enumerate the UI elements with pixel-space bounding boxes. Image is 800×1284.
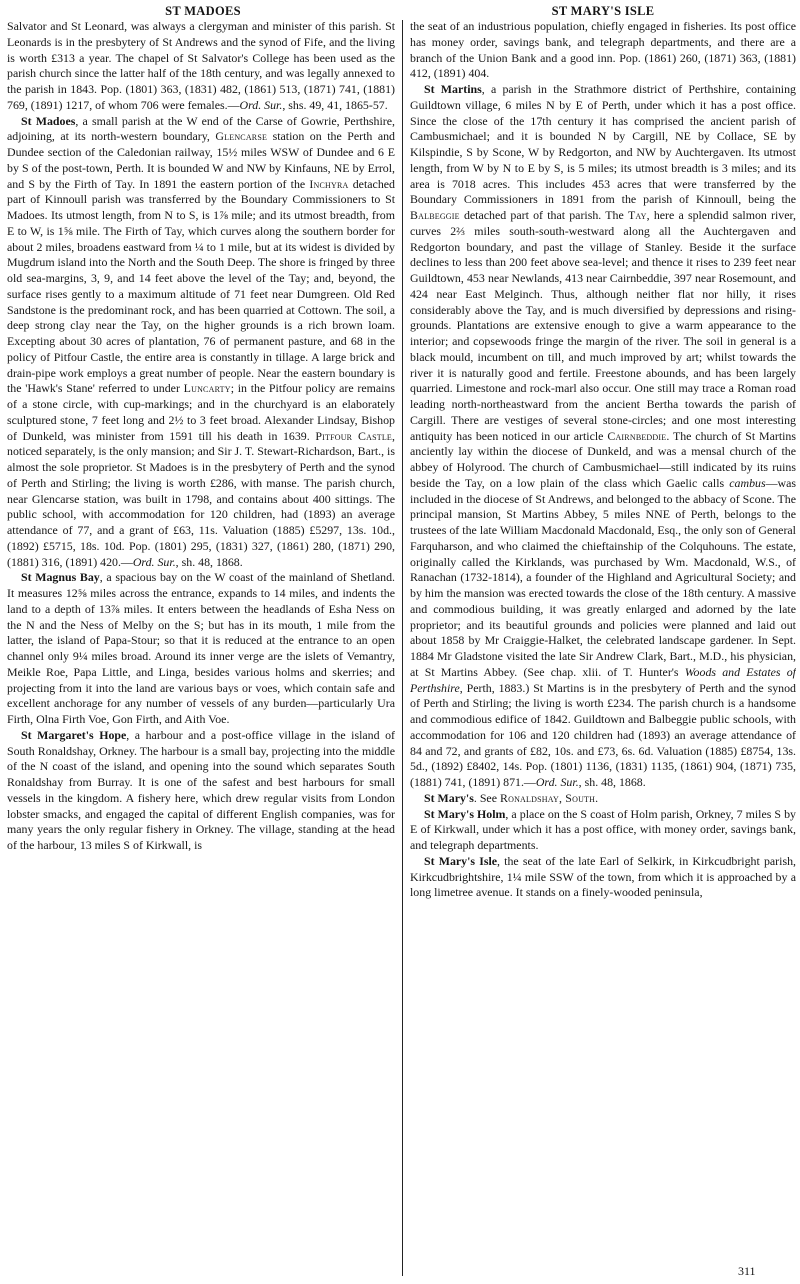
running-header-right: ST MARY'S ISLE bbox=[551, 4, 655, 18]
entry-st-margarets-hope-continuation bbox=[410, 19, 796, 82]
entry-text: , here a splendid salmon river, curves 2⅔ miles south-south-westward along all the Auchtergaven and Redgorton boundary, and past the village of Stanley. Beside it the surface declines to less than 200 feet above sea-level; and thence it rises to 239 feet near Guildtown, 453 near Newlands, 413 near Cairnbeddie, 397 near Rosemount, and 424 near East Melginch. Thus, although neither flat nor hilly, it rises considerably above the Tay, and is much diversified by depressions and rising-grounds. Plantations are extensive enough to give a warm appearance to the interior; and copsewoods fringe the margin of the river. The soil in general is a black mould, incumbent on till, and much improved by art; whilst towards the river it is naturally good and fertile. Freestone abounds, and has been largely quarried. Limestone and rock-marl also occur. One still may trace a Roman road leading north-northeastward from the ancient Bertha towards the parish of Cargill. There are vestiges of several stone-circles; and one most interesting antiquity has been noticed in our article bbox=[410, 208, 796, 443]
entry-st-marys bbox=[410, 791, 796, 807]
entry-text: —was included in the diocese of St Andrews, and belonged to the abbacy of Scone. The principal mansion, St Martins Abbey, 5 miles NNE of Perth, belongs to the trustees of the late William Macdonald Macdonald, Esq., the only son of General Farquharson, and who claimed the chieftainship of the Colquhouns. The estate, originally called the Kirklands, was purchased by Wm. Macdonald, W.S., of Ranachan (1732-1814), a founder of the Highland and Agricultural Society; and by him the mansion was erected towards the close of the 18th century. A massive and commodious building, it was greatly enlarged and adorned by the late proprietor; and its beautiful grounds and policies were planned and laid out about 1858 by Mr Craiggie-Halket, the celebrated landscape gardener. In Sept. 1884 Mr Gladstone visited the late Sir Andrew Clark, Bart., M.D., his physician, at St Martins Abbey. (See chap. xlii. of T. Hunter's bbox=[410, 475, 796, 679]
entry-st-martins bbox=[410, 82, 796, 791]
entry-text: ; in the Pitfour policy are remains of a stone circle, with cup-markings; and in the churchyard is an elaborately sculptured stone, 7 feet long and 2½ to 3 feet broad. Alexander Lindsay, Bishop of Dunkeld, was minister from 1591 till his death in 1639. bbox=[7, 381, 395, 443]
italic-term: cambus bbox=[729, 475, 766, 490]
entry-text: detached part of Kinnoull parish was transferred by the Boundary Commissioners to St Madoes. Its utmost length, from N to S, is 1⅞ mile; and its utmost breadth, from E to W, is 1⅝ mile. The Firth of Tay, which curves along the southern border for about 2 miles, broadens eastward from ¼ to 1 mile, but at its widest is divided by Mugdrum island into the North and the South Deep. The shore is fringed by three old sea-margins, 3, 9, and 14 feet above the level of the Tay; and, beyond, the surface rises gently to a maximum altitude of 71 feet near Dumgreen. Old Red Sandstone is the predominant rock, and has been quarried at Cottown. The soil, a deep strong clay near the Tay, on the higher grounds is a rich brown loam. Excepting about 30 acres of plantation, 76 of permanent pasture, and 68 in the policy of Pitfour Castle, the entire area is constantly in tillage. A large brick and drain-pipe work employs a great number of people. Near the eastern boundary is the 'Hawk's Stane' referred to under bbox=[7, 176, 395, 396]
entry-st-madoes bbox=[7, 114, 395, 571]
entry-st-magnus-bay bbox=[7, 570, 395, 728]
entry-text: , a parish in the Strathmore district of Perthshire, containing Guildtown village, 6 miles N by E of Perth, under which it has a post office. Since the close of the 17th century it has comprised the ancient parish of Cambusmichael; and it is bounded N by Cargill, NE by Collace, SE by Kilspindie, S by Scone, W by Redgorton, and NW by Auchtergaven. Its utmost length, from W by N to E by S, is 5 miles; its utmost breadth is 3 miles; and its area is 7018 acres. This includes 453 acres that were transferred by the Boundary Commissioners in 1891 from the parish of Kinnoull, being the bbox=[410, 82, 796, 207]
entry-st-margarets-hope bbox=[7, 728, 395, 854]
entry-text: , a place on the S coast of Holm parish, Orkney, 7 miles S by E of Kirkwall, under which it has a post office, with money order, savings bank, and telegraph departments. bbox=[410, 806, 796, 852]
entry-st-leonards-continuation bbox=[7, 19, 395, 114]
entry-headword: St Magnus Bay bbox=[21, 570, 100, 585]
entry-st-marys-isle bbox=[410, 854, 796, 901]
entry-text: , noticed separately, is the only mansion; and Sir J. T. Stewart-Richardson, Bart., is almost the sole proprietor. St Madoes is in the presbytery of Perth and the synod of Perth and Stirling; the living is worth £286, with manse. The parish church, near Glencarse station, was built in 1798, and contains about 400 sittings. The public school, with accommodation for 120 children, had (1893) an average attendance of 77, and a grant of £63, 11s. Valuation (1885) £5297, 13s. 10d., (1892) £5715, 18s. 10d. Pop. (1801) 295, (1831) 327, (1861) 280, (1871) 290, (1881) 316, (1891) 420.— bbox=[7, 428, 395, 569]
cross-reference: Tay bbox=[627, 208, 647, 222]
entry-text: detached part of that parish. The bbox=[459, 208, 628, 222]
entry-text: , the seat of the late Earl of Selkirk, in Kirkcudbright parish, Kirkcudbrightshire, 1¼ mile SSW of the town, from which it is approached by a long limetree avenue. It stands on a finely-wooded peninsula, bbox=[410, 853, 796, 900]
ordnance-survey-ref: Ord. Sur. bbox=[535, 775, 579, 789]
entry-text: , a spacious bay on the W coast of the mainland of Shetland. It measures 12⅝ miles across the entrance, expands to 14 miles, and indents the land to a depth of 13⅞ miles. It enters between the headlands of Esha Ness on the N and the Ness of Melby on the S; but has in its mouth, 1 mile from the latter, the island of Papa-Stour; so that it is reduced at the entrance to an open channel only 9¼ miles broad. Around its inner verge are the islets of Vemantry, Meikle Roe, Papa Little, and Linga, besides various holms and skerries; and projecting from it into the land are various bays or voes, which contain safe and excellent anchorage for any number of vessels of any burden—particularly Ura Firth, Olna Firth Voe, Gon Firth, and Aith Voe. bbox=[7, 570, 395, 726]
ordnance-survey-ref: Ord. Sur. bbox=[239, 97, 283, 112]
right-column bbox=[410, 19, 796, 1281]
entry-text: , a harbour and a post-office village in the island of South Ronaldshay, Orkney. The harbour is a small bay, projecting into the middle of the N coast of the island, and opening into the sound which separates South Ronaldshay from Burray. It is one of the safest and best harbours for small vessels in the kingdom. A fishery here, which drew regular visits from London lobster smacks, and engaged the capital of different English companies, was for many years the only regular fishery in Orkney. The village, standing at the head of the harbour, 13 miles S of Kirkwall, is bbox=[7, 727, 395, 852]
cross-reference: Glencarse bbox=[215, 129, 268, 144]
running-header-left: ST MADOES bbox=[165, 4, 241, 18]
entry-text: the seat of an industrious population, chiefly engaged in fisheries. Its post office has money order, savings bank, and telegraph departments, and there are a branch of the Union Bank and a good inn. Pop. (1861) 260, (1871) 363, (1881) 412, (1891) 404. bbox=[410, 19, 796, 81]
entry-headword: St Martins bbox=[424, 82, 482, 96]
cross-reference: Ronaldshay, South bbox=[499, 790, 596, 805]
entry-text: . The church of St Martins anciently lay within the diocese of Dunkeld, and was a mensal church of the abbey of Holyrood. The church of Cambusmichael—still indicated by its ruins beside the Tay, on a low plain of the class which Gaelic calls bbox=[410, 428, 796, 490]
cross-reference: Balbeggie bbox=[410, 208, 460, 222]
entry-text: , a small parish at the W end of the Carse of Gowrie, Perthshire, adjoining, at its north-western boundary, bbox=[7, 113, 395, 144]
entry-text: Salvator and St Leonard, was always a clergyman and minister of this parish. St Leonards is in the presbytery of St Andrews and the synod of Fife, and the living is worth £313 a year. The chapel of St Salvator's College has been used as the parish church since the latter half of the 18th century, and was legally annexed to the parish in 1843. Pop. (1801) 363, (1831) 482, (1861) 513, (1871) 741, (1881) 769, (1891) 1217, of whom 706 were females.— bbox=[7, 19, 395, 112]
entry-text: . bbox=[595, 790, 599, 805]
entry-text: , shs. 49, 41, 1865-57. bbox=[282, 97, 388, 112]
entry-headword: St Mary's Holm bbox=[424, 806, 506, 821]
entry-text: station on the Perth and Dundee section of the Caledonian railway, 15½ miles WSW of Dundee and 6 E by S of the post-town, Perth. It is bounded W and NW by Kinfauns, NE by Errol, and S by the Firth of Tay. In 1891 the eastern portion of the bbox=[7, 129, 395, 191]
cross-reference: Luncarty bbox=[183, 381, 231, 396]
entry-headword: St Mary's bbox=[424, 790, 474, 805]
book-title: Woods and Estates of Perthshire bbox=[410, 664, 796, 695]
page-number: 311 bbox=[738, 1264, 756, 1278]
cross-reference: Cairnbeddie bbox=[607, 428, 667, 443]
cross-reference: Pitfour Castle bbox=[315, 428, 393, 443]
entry-text: . See bbox=[473, 790, 500, 805]
left-column bbox=[7, 19, 395, 1281]
entry-headword: St Madoes bbox=[21, 113, 76, 128]
ordnance-survey-ref: Ord. Sur. bbox=[132, 554, 176, 569]
entry-text: , sh. 48, 1868. bbox=[578, 775, 646, 789]
entry-headword: St Margaret's Hope bbox=[21, 727, 127, 742]
column-divider bbox=[402, 20, 403, 1276]
entry-headword: St Mary's Isle bbox=[424, 853, 498, 868]
entry-st-marys-holm bbox=[410, 807, 796, 854]
cross-reference: Inchyra bbox=[309, 176, 349, 191]
entry-text: , sh. 48, 1868. bbox=[175, 554, 243, 569]
entry-text: , Perth, 1883.) St Martins is in the presbytery of Perth and the synod of Perth and Stirling; the living is worth £234. The parish church is a handsome and commodious edifice of 1842. Guildtown and Balbeggie public schools, with accommodation for 106 and 120 children had (1893) an average attendance of 84 and 72, and grants of £82, 10s. and £73, 6s. 6d. Valuation (1885) £8754, 13s. 5d., (1892) £8402, 14s. Pop. (1801) 1136, (1831) 1135, (1861) 904, (1871) 735, (1881) 741, (1891) 871.— bbox=[410, 680, 796, 789]
